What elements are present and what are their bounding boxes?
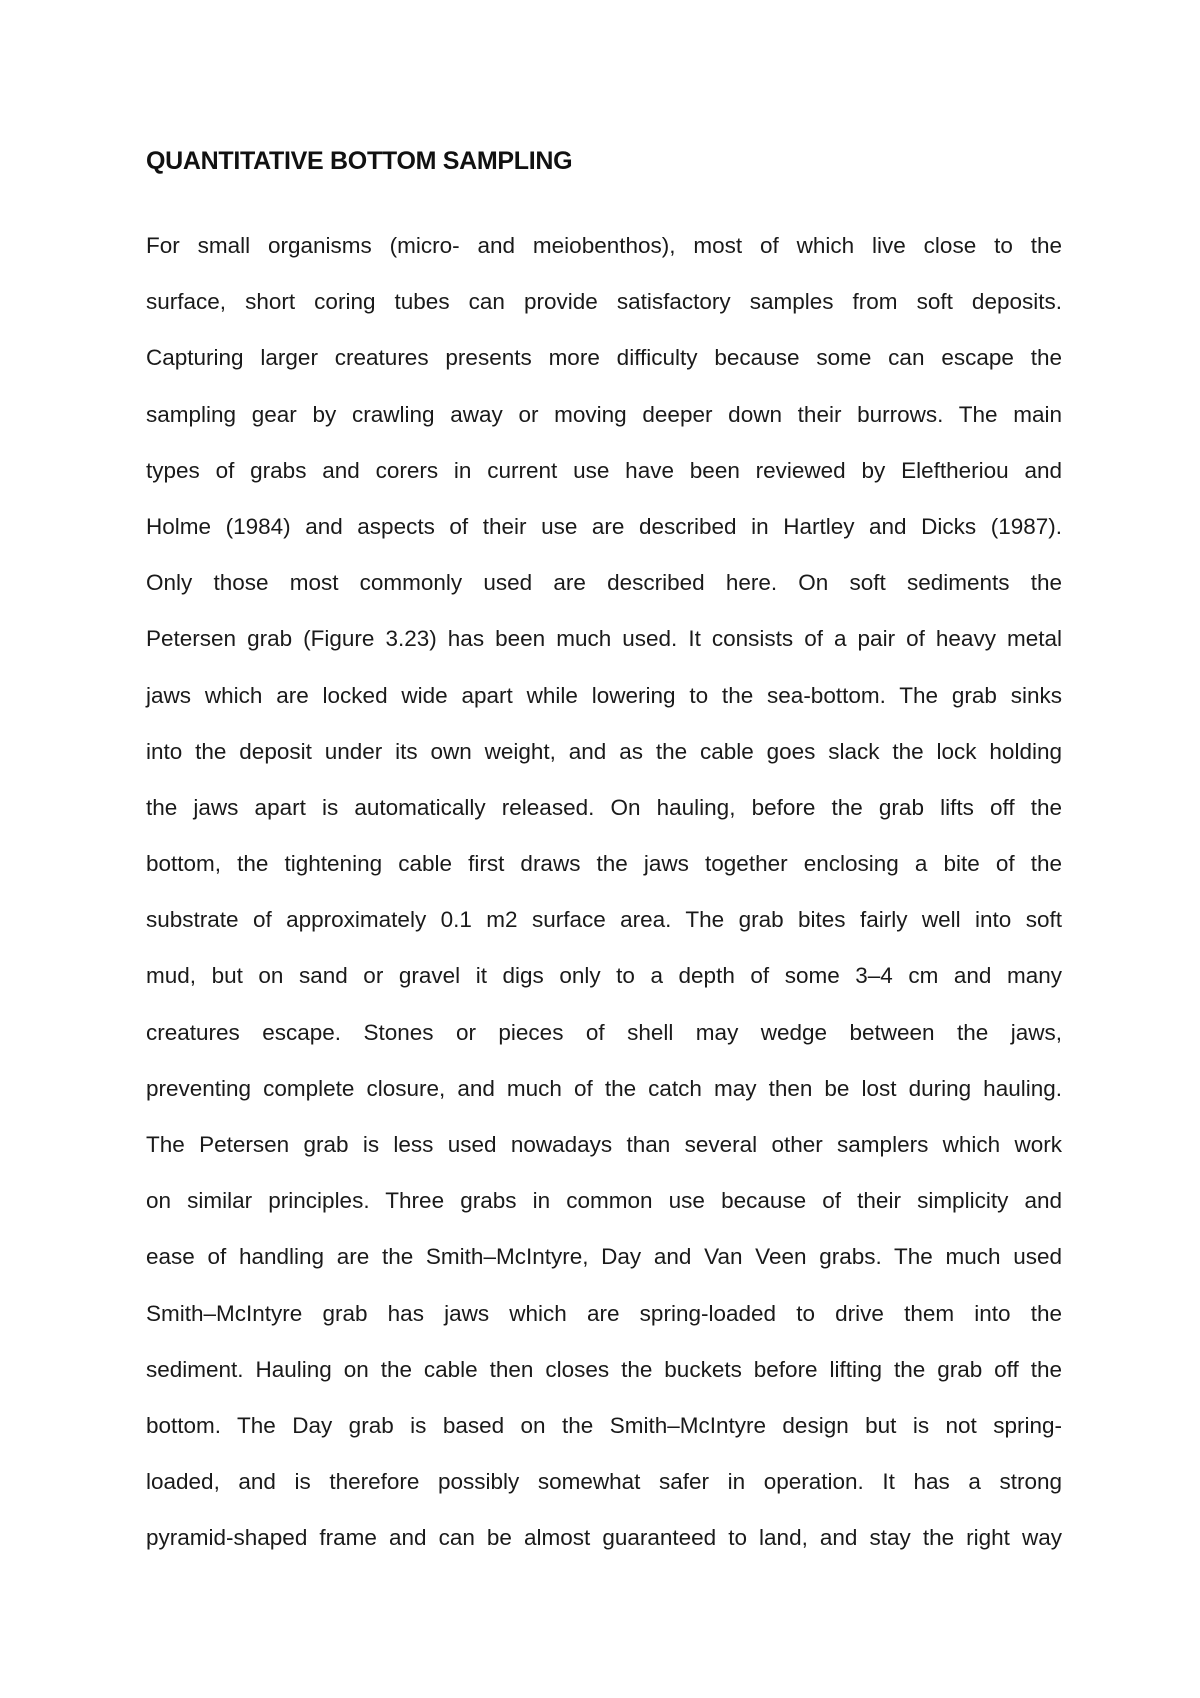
- text-line: Only those most commonly used are described here. On soft sediments the: [146, 570, 1062, 596]
- text-line: loaded, and is therefore possibly somewhat safer in operation. It has a strong: [146, 1469, 1062, 1495]
- text-line: bottom, the tightening cable first draws the jaws together enclosing a bite of the: [146, 851, 1062, 877]
- text-line: preventing complete closure, and much of the catch may then be lost during hauling.: [146, 1075, 1062, 1101]
- text-line: ease of handling are the Smith–McIntyre, Day and Van Veen grabs. The much used: [146, 1244, 1062, 1270]
- text-line: Capturing larger creatures presents more difficulty because some can escape the: [146, 345, 1062, 371]
- body-paragraph: [146, 218, 1062, 1567]
- text-line: types of grabs and corers in current use have been reviewed by Eleftheriou and: [146, 457, 1062, 483]
- text-line: creatures escape. Stones or pieces of shell may wedge between the jaws,: [146, 1019, 1062, 1045]
- text-line: Petersen grab (Figure 3.23) has been much used. It consists of a pair of heavy metal: [146, 626, 1062, 652]
- text-line: on similar principles. Three grabs in common use because of their simplicity and: [146, 1188, 1062, 1214]
- text-line: The Petersen grab is less used nowadays than several other samplers which work: [146, 1132, 1062, 1157]
- text-line: Holme (1984) and aspects of their use are described in Hartley and Dicks (1987).: [146, 513, 1062, 539]
- text-line: Smith–McIntyre grab has jaws which are spring-loaded to drive them into the: [146, 1300, 1062, 1326]
- text-line: bottom. The Day grab is based on the Smith–McIntyre design but is not spring-: [146, 1412, 1062, 1438]
- text-line: sediment. Hauling on the cable then closes the buckets before lifting the grab off the: [146, 1356, 1062, 1382]
- text-line: pyramid-shaped frame and can be almost guaranteed to land, and stay the right way: [146, 1525, 1062, 1551]
- text-line: sampling gear by crawling away or moving deeper down their burrows. The main: [146, 401, 1062, 427]
- text-line: For small organisms (micro- and meiobenthos), most of which live close to the: [146, 233, 1062, 258]
- text-line: into the deposit under its own weight, and as the cable goes slack the lock holding: [146, 738, 1062, 764]
- text-line: substrate of approximately 0.1 m2 surface area. The grab bites fairly well into soft: [146, 907, 1062, 933]
- document-heading: QUANTITATIVE BOTTOM SAMPLING: [146, 147, 573, 175]
- text-line: the jaws apart is automatically released. On hauling, before the grab lifts off the: [146, 794, 1062, 820]
- text-line: jaws which are locked wide apart while lowering to the sea-bottom. The grab sinks: [146, 682, 1062, 708]
- text-line: mud, but on sand or gravel it digs only to a depth of some 3–4 cm and many: [146, 963, 1062, 989]
- text-line: surface, short coring tubes can provide satisfactory samples from soft deposits.: [146, 289, 1062, 315]
